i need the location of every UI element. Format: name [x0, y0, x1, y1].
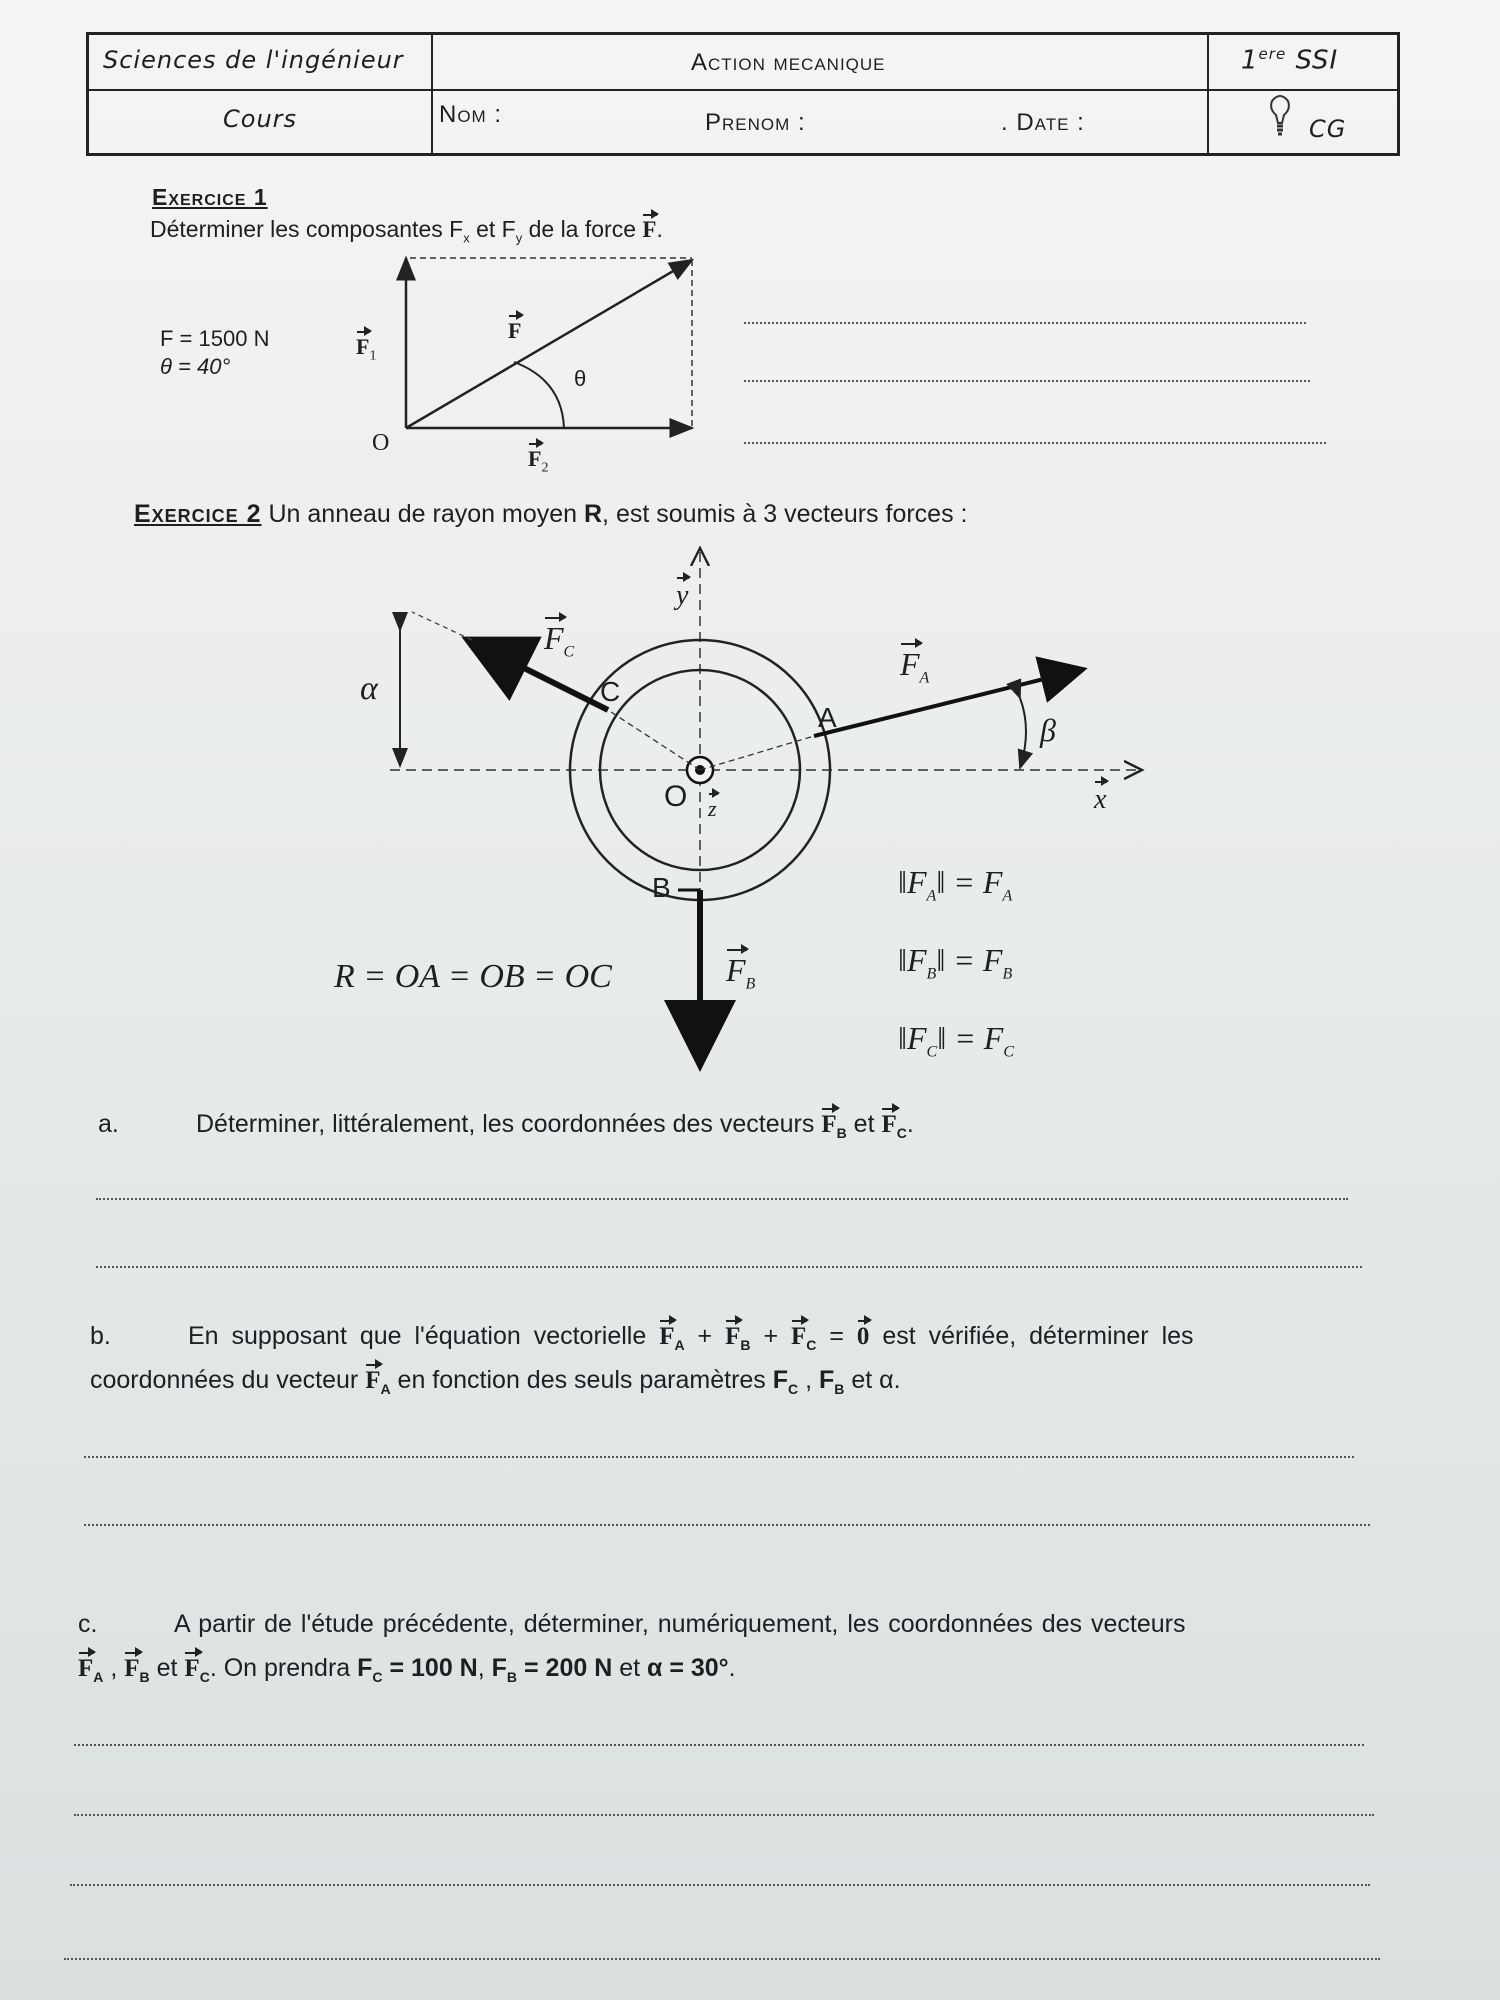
- norm-FB-lhs: ‖F: [898, 942, 927, 978]
- radius-equation: R = OA = OB = OC: [334, 958, 612, 995]
- ex2-title: Exercice 2: [134, 500, 262, 528]
- FC-label: [544, 620, 574, 661]
- qc-answer-line-3[interactable]: [70, 1884, 1370, 1886]
- z-axis-label: [708, 796, 717, 822]
- qb-eq-FC-sub: C: [806, 1337, 817, 1353]
- point-O-label: O: [664, 780, 688, 813]
- qb-text1: En supposant que l'équation vectorielle: [188, 1322, 660, 1350]
- nom-label: Nom :: [439, 101, 503, 128]
- level-number: 1: [1241, 45, 1259, 76]
- qc-sep: ,: [103, 1654, 125, 1682]
- qc-line1: A partir de l'étude précédente, déterminer, numériquement, les coordonnées des vecteurs: [174, 1610, 1186, 1638]
- ex2-intro: [134, 500, 967, 529]
- qb-param-FC: F: [772, 1366, 789, 1394]
- qb-text2: est vérifiée, déterminer les: [869, 1322, 1194, 1350]
- qc-take: . On prendra: [209, 1654, 358, 1682]
- qb-label: b.: [90, 1322, 111, 1350]
- ex1-f-arrow: [406, 260, 692, 428]
- ex1-label-F2-text: F: [528, 446, 542, 471]
- ex1-answer-line-1[interactable]: [744, 322, 1306, 324]
- qc-answer-line-4[interactable]: [64, 1958, 1380, 1960]
- norm-FC-rhs: ‖ = F: [937, 1020, 1004, 1056]
- ex1-instr-part2: de la force: [522, 216, 643, 242]
- qa-et: et: [846, 1110, 882, 1138]
- y-axis-label-text: y: [676, 580, 689, 611]
- x-axis-label: [1094, 784, 1106, 816]
- qa-answer-line-2[interactable]: [96, 1266, 1362, 1268]
- ex1-label-theta: θ: [574, 366, 587, 391]
- ex1-answer-line-3[interactable]: [744, 442, 1326, 444]
- norm-FA-lhs-sub: A: [926, 887, 937, 905]
- FC-label-sub: C: [563, 643, 575, 661]
- level-track: SSI: [1295, 45, 1339, 76]
- fc-extension-line: [412, 612, 472, 640]
- qb-answer-line-1[interactable]: [84, 1456, 1354, 1458]
- qb-comma: ,: [798, 1366, 819, 1394]
- ex1-force-vector: F: [642, 217, 657, 242]
- qb-line2: [90, 1366, 901, 1397]
- ex1-instruction: [150, 216, 663, 246]
- qa-vec-FB: F: [821, 1111, 837, 1138]
- FB-label-sub: B: [745, 975, 756, 993]
- qb-answer-line-2[interactable]: [84, 1524, 1370, 1526]
- qc-fb-value: = 200 N: [517, 1654, 613, 1682]
- qb-param-FB: F: [819, 1366, 835, 1394]
- FC-label-text: F: [544, 620, 564, 656]
- norm-FB-lhs-sub: B: [926, 965, 937, 983]
- ex1-instr-period: .: [656, 216, 663, 242]
- ex1-answer-line-2[interactable]: [744, 380, 1310, 382]
- radius-OA: [700, 736, 814, 770]
- qc-vec-FC-sub: C: [199, 1669, 210, 1685]
- qc-comma: ,: [477, 1654, 492, 1682]
- FA-label: [900, 646, 929, 687]
- qa-end: .: [906, 1110, 914, 1138]
- x-axis-label-text: x: [1094, 784, 1107, 815]
- qb-line2-FA: F: [365, 1367, 381, 1394]
- ex2-intro-part2: , est soumis à 3 vecteurs forces :: [602, 500, 968, 528]
- qb-eq-FB: F: [725, 1323, 741, 1350]
- qc-fc-sub: C: [372, 1669, 383, 1685]
- qb-equals: =: [816, 1322, 857, 1350]
- qc-answer-line-1[interactable]: [74, 1744, 1364, 1746]
- qa-answer-line-1[interactable]: [96, 1198, 1348, 1200]
- point-A-label: A: [818, 702, 837, 733]
- qc-fc-value: = 100 N: [382, 1654, 478, 1682]
- norm-FC-lhs: ‖F: [898, 1020, 927, 1056]
- header-col-divider-1: [431, 35, 433, 153]
- ex1-sub-y: y: [515, 230, 523, 246]
- norm-FC: [898, 1020, 1014, 1061]
- ex1-label-origin: O: [372, 430, 390, 456]
- qa-text-main: Déterminer, littéralement, les coordonnées des vecteurs: [196, 1110, 822, 1138]
- qc-label: c.: [78, 1610, 98, 1638]
- qb-line2-mid: en fonction des seuls paramètres: [390, 1366, 773, 1394]
- y-axis-label: [676, 580, 688, 612]
- qb-et-alpha: et α.: [844, 1366, 901, 1394]
- qb-plus1: +: [684, 1322, 726, 1350]
- qc-et-a: et: [612, 1654, 647, 1682]
- qc-et: et: [149, 1654, 185, 1682]
- FA-label-text: F: [900, 646, 920, 682]
- qb-eq-FC: F: [791, 1323, 807, 1350]
- ex1-label-F-text: F: [508, 318, 522, 343]
- qc-vec-FB-sub: B: [139, 1669, 150, 1685]
- level-superscript: ere: [1258, 45, 1287, 63]
- topic-cell: Action mecanique: [691, 49, 886, 76]
- qb-param-FC-sub: C: [788, 1381, 799, 1397]
- qb-line1: [188, 1322, 1194, 1353]
- ex1-label-F1-text: F: [356, 334, 370, 359]
- prenom-label: Prenom :: [705, 109, 806, 136]
- norm-FA: [898, 864, 1012, 905]
- qb-param-FB-sub: B: [834, 1381, 845, 1397]
- qc-line2: [78, 1654, 736, 1685]
- initials-cell: CG: [1309, 115, 1347, 143]
- FB-label: [726, 952, 755, 993]
- beta-arc: [1020, 698, 1026, 768]
- ex1-force-diagram: [340, 250, 720, 450]
- force-FC-arrow: [472, 642, 608, 710]
- date-label: . Date :: [1001, 109, 1085, 136]
- norm-FA-lhs: ‖F: [898, 864, 927, 900]
- ex1-given-force: F = 1500 N: [160, 326, 270, 351]
- ex1-label-F1-sub: 1: [369, 348, 377, 364]
- ex1-label-F: [508, 318, 521, 344]
- norm-FC-rhs-sub: C: [1003, 1043, 1014, 1061]
- ex1-label-F2-sub: 2: [541, 460, 549, 476]
- qb-eq-FA-sub: A: [674, 1337, 685, 1353]
- qc-vec-FB: F: [124, 1655, 140, 1682]
- ex1-given-angle: θ = 40°: [160, 354, 231, 379]
- qc-alpha-value: α = 30°: [647, 1654, 729, 1682]
- qa-vec-FC: F: [881, 1111, 897, 1138]
- qb-eq-FA: F: [659, 1323, 675, 1350]
- qc-answer-line-2[interactable]: [74, 1814, 1374, 1816]
- ex1-instr-part1: Déterminer les composantes F: [150, 216, 464, 242]
- header-row-divider: [89, 89, 1397, 91]
- ex1-instr-and: et F: [469, 216, 516, 242]
- FA-label-sub: A: [919, 669, 930, 687]
- ex1-label-F2: [528, 446, 548, 476]
- ex1-theta-arc: [514, 362, 564, 428]
- qc-fb-sub: B: [506, 1669, 518, 1685]
- norm-FC-lhs-sub: C: [926, 1043, 938, 1061]
- norm-FB-rhs-sub: B: [1002, 965, 1013, 983]
- header-col-divider-2: [1207, 35, 1209, 153]
- alpha-label: α: [360, 670, 378, 707]
- point-C-label: C: [600, 676, 621, 707]
- qa-text: [196, 1110, 914, 1141]
- lightbulb-icon: [1263, 93, 1297, 143]
- radius-OC: [608, 710, 700, 770]
- norm-FA-rhs-sub: A: [1002, 887, 1013, 905]
- qa-vec-FB-sub: B: [836, 1125, 847, 1141]
- qa-vec-FC-sub: C: [896, 1125, 907, 1141]
- norm-FB-rhs: ‖ = F: [936, 942, 1003, 978]
- qb-plus2: +: [750, 1322, 791, 1350]
- qc-fc-symbol: F: [357, 1654, 373, 1682]
- ex2-intro-part1: Un anneau de rayon moyen: [261, 500, 584, 528]
- qb-line2-pre: coordonnées du vecteur: [90, 1366, 366, 1394]
- type-cell: Cours: [223, 105, 298, 133]
- qc-fb-symbol: F: [491, 1654, 507, 1682]
- norm-FA-rhs: ‖ = F: [936, 864, 1003, 900]
- qc-end: .: [728, 1654, 736, 1682]
- ex1-label-F1: [356, 334, 376, 364]
- ex1-sub-x: x: [463, 230, 470, 246]
- ex2-ring-diagram: [360, 540, 1160, 1080]
- ex2-intro-R: R: [583, 500, 603, 528]
- qc-vec-FA: F: [78, 1655, 94, 1682]
- beta-label: β: [1040, 712, 1056, 748]
- z-axis-label-text: z: [708, 796, 717, 821]
- header-table: [86, 32, 1400, 156]
- qb-line2-FA-sub: A: [380, 1381, 391, 1397]
- subject-cell: Sciences de l'ingénieur: [103, 46, 404, 74]
- ex1-title: Exercice 1: [152, 184, 268, 210]
- norm-FB: [898, 942, 1012, 983]
- level-cell: [1241, 45, 1338, 76]
- FB-label-text: F: [726, 952, 746, 988]
- qb-eq-zero: 0: [856, 1323, 870, 1350]
- qc-vec-FC: F: [184, 1655, 200, 1682]
- qa-label: a.: [98, 1110, 119, 1138]
- point-B-label: B: [652, 872, 671, 903]
- qb-eq-FB-sub: B: [740, 1337, 751, 1353]
- qc-vec-FA-sub: A: [93, 1669, 104, 1685]
